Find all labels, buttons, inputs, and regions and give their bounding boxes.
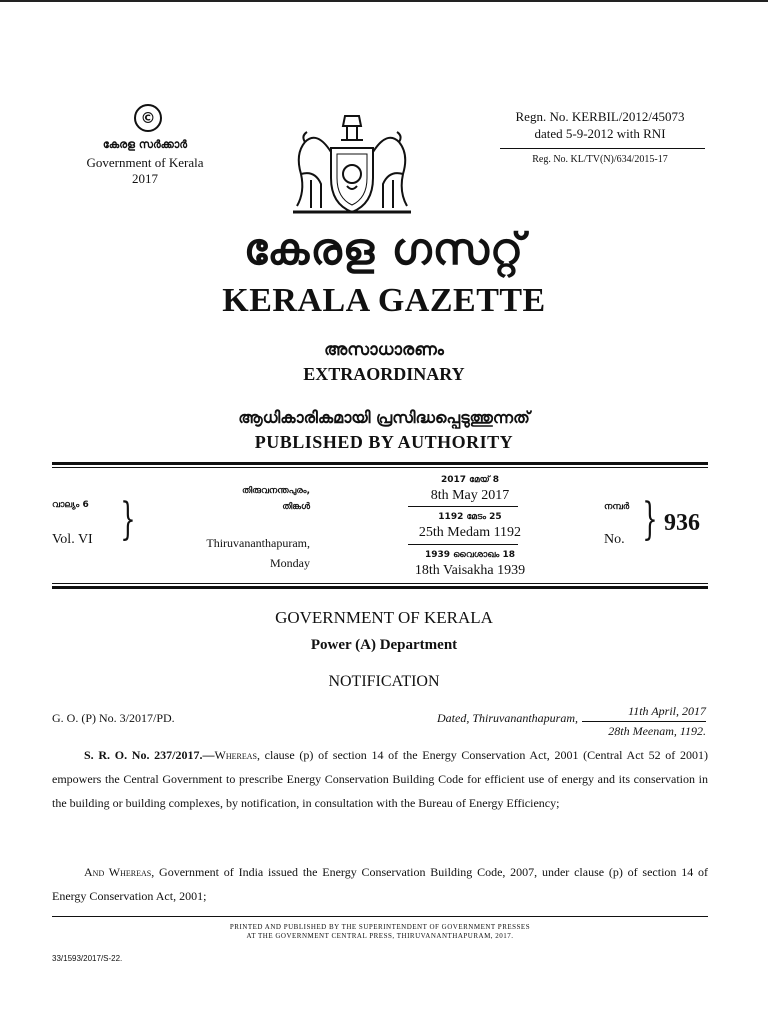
volume-brace: }: [120, 494, 136, 545]
body-paragraph-1: [52, 743, 708, 815]
notification-heading: NOTIFICATION: [328, 673, 440, 690]
issue-top-rule-thin: [52, 467, 708, 468]
footer-printed-line-1: PRINTED AND PUBLISHED BY THE SUPERINTENDENT OF GOVERNMENT PRESSES: [229, 923, 531, 931]
and-whereas-keyword: And Whereas: [84, 865, 152, 879]
footer-rule: [52, 916, 708, 917]
sro-dash: —: [202, 748, 215, 762]
department-heading: Power (A) Department: [310, 637, 458, 653]
volume-english: Vol. VI: [52, 532, 93, 547]
place-malayalam: തിരുവനന്തപുരം,: [241, 486, 310, 496]
kerala-emblem-icon: [287, 108, 417, 220]
date-malayalam-era-english: 25th Medam 1192: [418, 525, 522, 540]
date-greg-english: 8th May 2017: [430, 488, 510, 503]
volume-malayalam: വാല്യം 6: [52, 500, 89, 510]
government-heading: GOVERNMENT OF KERALA: [275, 608, 493, 627]
day-malayalam: തിങ്കൾ: [282, 502, 310, 512]
header-rule: [500, 148, 705, 149]
body-paragraph-1-text: , clause (p) of section 14 of the Energy Conservation Act, 2001 (Central Act 52 of 2001) empowers the Central Government to prescribe Energy Conservation Building Code for efficient use of energy and its conservation in the building or building complexes, by notification, in consultation with the Bureau of Energy Efficiency;: [52, 748, 708, 810]
date-saka-malayalam: 1939 വൈശാഖം 18: [425, 550, 515, 560]
go-number: G. O. (P) No. 3/2017/PD.: [52, 711, 175, 725]
notice-date-rule: [582, 721, 706, 722]
authority-english: PUBLISHED BY AUTHORITY: [254, 432, 514, 452]
body-paragraph-2-text: , Government of India issued the Energy Conservation Building Code, 2007, under clause (p) of section 14 of Energy Conservation Act, 2001;: [52, 865, 708, 903]
place-english: Thiruvananthapuram,: [206, 536, 310, 550]
date-rule-1: [408, 506, 518, 507]
reg-number: Reg. No. KL/TV(N)/634/2015-17: [532, 154, 668, 165]
date-greg-malayalam: 2017 മേയ് 8: [440, 475, 500, 485]
title-english: KERALA GAZETTE: [222, 282, 546, 319]
body-paragraph-2: [52, 860, 708, 908]
govt-name-english: Government of Kerala: [86, 155, 204, 170]
issue-bottom-rule-thin: [52, 583, 708, 584]
issue-bottom-rule: [52, 586, 708, 589]
top-border: [0, 0, 768, 2]
regn-date: dated 5-9-2012 with RNI: [534, 126, 666, 141]
notice-date-bottom: 28th Meenam, 1192.: [608, 724, 706, 738]
footer-printed-line-2: AT THE GOVERNMENT CENTRAL PRESS, THIRUVANANTHAPURAM, 2017.: [246, 932, 514, 940]
day-english: Monday: [270, 556, 310, 570]
authority-malayalam: ആധികാരികമായി പ്രസിദ്ധപ്പെടുത്തുന്നത്: [238, 408, 530, 427]
notice-date-top: 11th April, 2017: [628, 704, 706, 718]
dated-label: Dated, Thiruvananthapuram,: [437, 711, 578, 725]
number-label-english: No.: [604, 532, 625, 547]
issue-top-rule: [52, 462, 708, 465]
number-brace: }: [642, 494, 658, 545]
copyright-icon: ©: [134, 104, 162, 132]
title-malayalam: കേരള ഗസറ്റ്: [243, 224, 525, 275]
header-year: 2017: [132, 171, 158, 186]
whereas-keyword: Whereas: [214, 748, 257, 762]
date-saka-english: 18th Vaisakha 1939: [414, 563, 526, 578]
extraordinary-english: EXTRAORDINARY: [303, 364, 465, 384]
date-malayalam-era-malayalam: 1192 മേടം 25: [438, 512, 502, 522]
govt-name-malayalam: കേരള സർക്കാർ: [102, 138, 188, 151]
regn-number: Regn. No. KERBIL/2012/45073: [515, 109, 685, 124]
print-code: 33/1593/2017/S-22.: [52, 954, 123, 963]
date-rule-2: [408, 544, 518, 545]
sro-number: S. R. O. No. 237/2017.: [84, 748, 203, 762]
number-label-malayalam: നമ്പർ: [604, 502, 630, 512]
extraordinary-malayalam: അസാധാരണം: [324, 340, 444, 360]
issue-number: 936: [664, 510, 700, 536]
